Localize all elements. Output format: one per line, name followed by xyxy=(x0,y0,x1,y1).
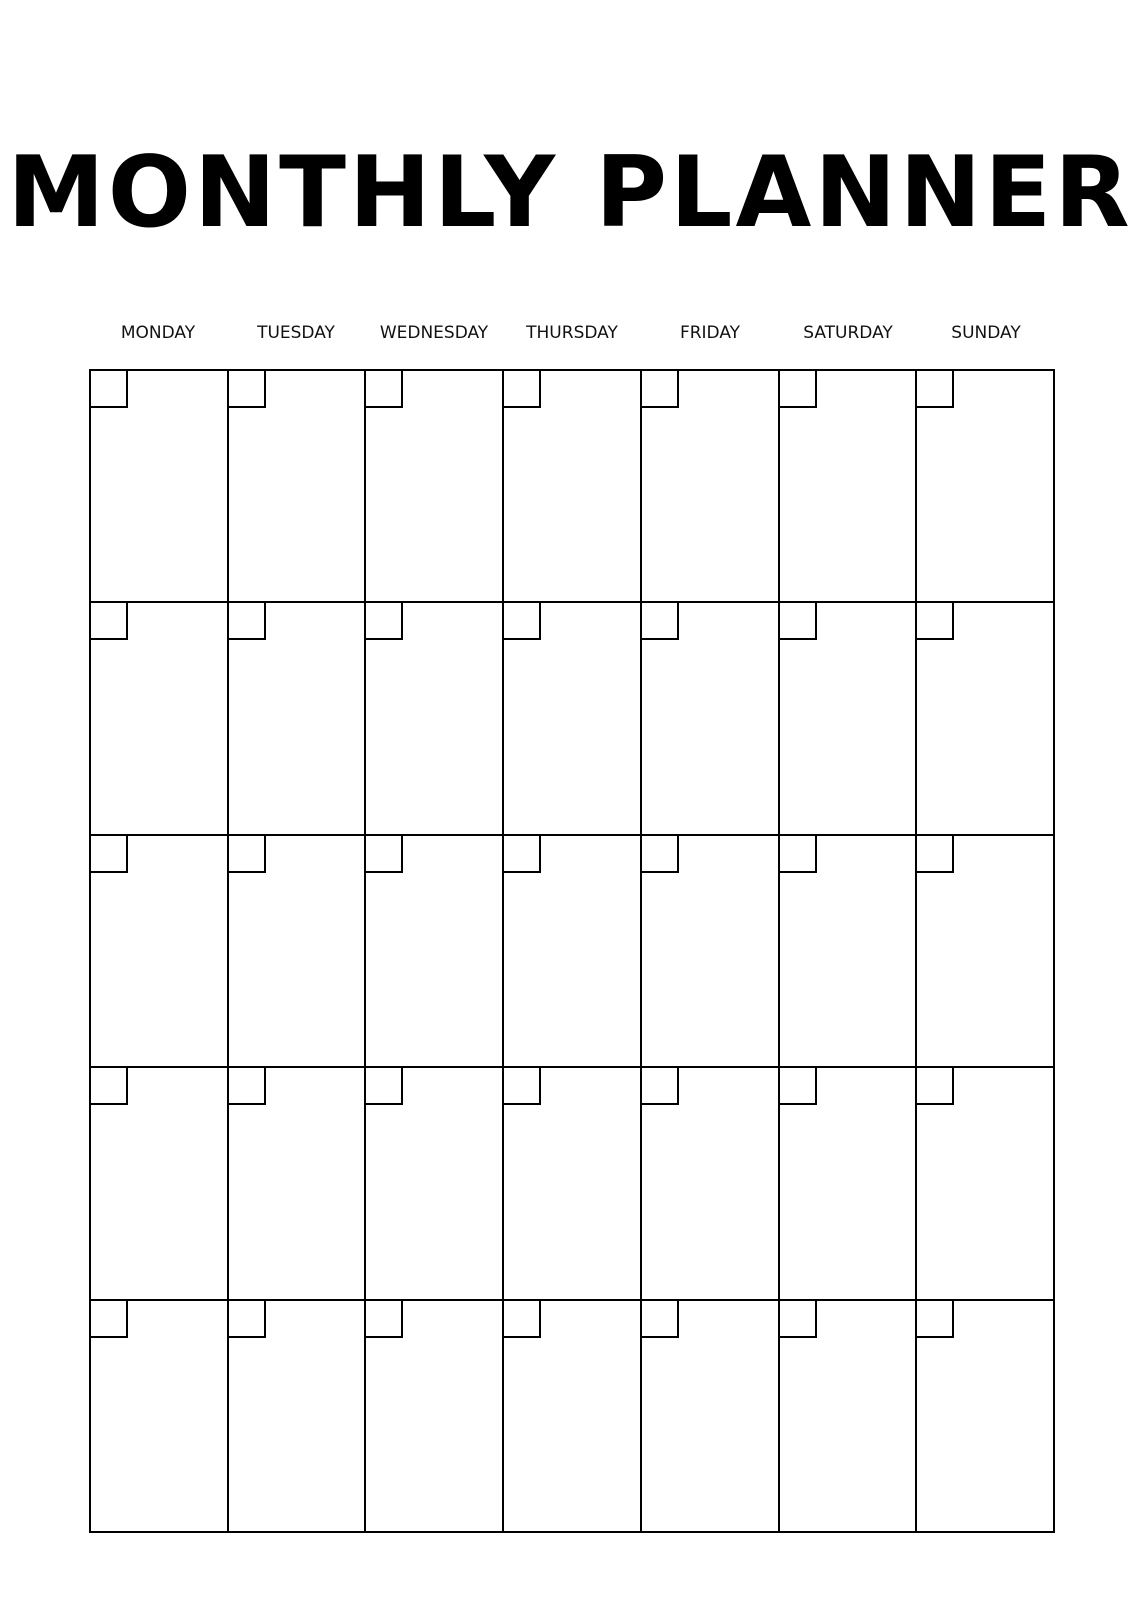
date-number-box[interactable] xyxy=(642,836,679,873)
date-number-box[interactable] xyxy=(780,371,817,408)
day-cell[interactable] xyxy=(91,1068,229,1300)
weekday-label-monday: MONDAY xyxy=(120,323,196,343)
calendar-grid xyxy=(89,369,1055,1533)
weekday-label-friday: FRIDAY xyxy=(679,323,741,343)
date-number-box[interactable] xyxy=(91,371,128,408)
date-number-box[interactable] xyxy=(229,371,266,408)
date-number-box[interactable] xyxy=(91,1301,128,1338)
date-number-box[interactable] xyxy=(917,1301,954,1338)
date-number-box[interactable] xyxy=(504,1068,541,1105)
date-number-box[interactable] xyxy=(642,603,679,640)
date-number-box[interactable] xyxy=(780,836,817,873)
date-number-box[interactable] xyxy=(504,836,541,873)
date-number-box[interactable] xyxy=(917,836,954,873)
day-cell[interactable] xyxy=(780,603,918,835)
date-number-box[interactable] xyxy=(91,836,128,873)
day-cell[interactable] xyxy=(642,836,780,1068)
weekday-label-wednesday: WEDNESDAY xyxy=(379,323,489,343)
date-number-box[interactable] xyxy=(366,371,403,408)
day-cell[interactable] xyxy=(504,1068,642,1300)
weekday-header xyxy=(89,318,1055,348)
day-cell[interactable] xyxy=(642,371,780,603)
date-number-box[interactable] xyxy=(366,603,403,640)
day-cell[interactable] xyxy=(504,603,642,835)
date-number-box[interactable] xyxy=(229,603,266,640)
date-number-box[interactable] xyxy=(780,1068,817,1105)
date-number-box[interactable] xyxy=(366,1301,403,1338)
date-number-box[interactable] xyxy=(229,1301,266,1338)
day-cell[interactable] xyxy=(366,371,504,603)
day-cell[interactable] xyxy=(780,1068,918,1300)
day-cell[interactable] xyxy=(91,836,229,1068)
date-number-box[interactable] xyxy=(917,1068,954,1105)
weekday-label-saturday: SATURDAY xyxy=(803,323,893,343)
page-title: MONTHLY PLANNER xyxy=(7,136,1133,250)
date-number-box[interactable] xyxy=(229,836,266,873)
day-cell[interactable] xyxy=(366,603,504,835)
day-cell[interactable] xyxy=(642,603,780,835)
day-cell[interactable] xyxy=(366,1068,504,1300)
day-cell[interactable] xyxy=(642,1068,780,1300)
date-number-box[interactable] xyxy=(504,1301,541,1338)
date-number-box[interactable] xyxy=(642,1301,679,1338)
day-cell[interactable] xyxy=(366,836,504,1068)
date-number-box[interactable] xyxy=(780,603,817,640)
day-cell[interactable] xyxy=(917,371,1055,603)
weekday-label-tuesday: TUESDAY xyxy=(257,323,335,343)
date-number-box[interactable] xyxy=(642,1068,679,1105)
date-number-box[interactable] xyxy=(366,1068,403,1105)
date-number-box[interactable] xyxy=(229,1068,266,1105)
date-number-box[interactable] xyxy=(366,836,403,873)
day-cell[interactable] xyxy=(917,836,1055,1068)
weekday-label-thursday: THURSDAY xyxy=(526,323,618,343)
day-cell[interactable] xyxy=(229,603,367,835)
date-number-box[interactable] xyxy=(91,1068,128,1105)
date-number-box[interactable] xyxy=(780,1301,817,1338)
date-number-box[interactable] xyxy=(504,371,541,408)
day-cell[interactable] xyxy=(917,1068,1055,1300)
day-cell[interactable] xyxy=(780,1301,918,1533)
day-cell[interactable] xyxy=(91,371,229,603)
day-cell[interactable] xyxy=(504,1301,642,1533)
day-cell[interactable] xyxy=(229,371,367,603)
day-cell[interactable] xyxy=(504,371,642,603)
date-number-box[interactable] xyxy=(917,603,954,640)
day-cell[interactable] xyxy=(504,836,642,1068)
day-cell[interactable] xyxy=(917,1301,1055,1533)
weekday-label-sunday: SUNDAY xyxy=(951,323,1021,343)
date-number-box[interactable] xyxy=(504,603,541,640)
date-number-box[interactable] xyxy=(91,603,128,640)
day-cell[interactable] xyxy=(780,836,918,1068)
day-cell[interactable] xyxy=(642,1301,780,1533)
day-cell[interactable] xyxy=(366,1301,504,1533)
day-cell[interactable] xyxy=(917,603,1055,835)
date-number-box[interactable] xyxy=(642,371,679,408)
date-number-box[interactable] xyxy=(917,371,954,408)
day-cell[interactable] xyxy=(229,1068,367,1300)
day-cell[interactable] xyxy=(229,836,367,1068)
day-cell[interactable] xyxy=(780,371,918,603)
day-cell[interactable] xyxy=(91,1301,229,1533)
day-cell[interactable] xyxy=(229,1301,367,1533)
day-cell[interactable] xyxy=(91,603,229,835)
